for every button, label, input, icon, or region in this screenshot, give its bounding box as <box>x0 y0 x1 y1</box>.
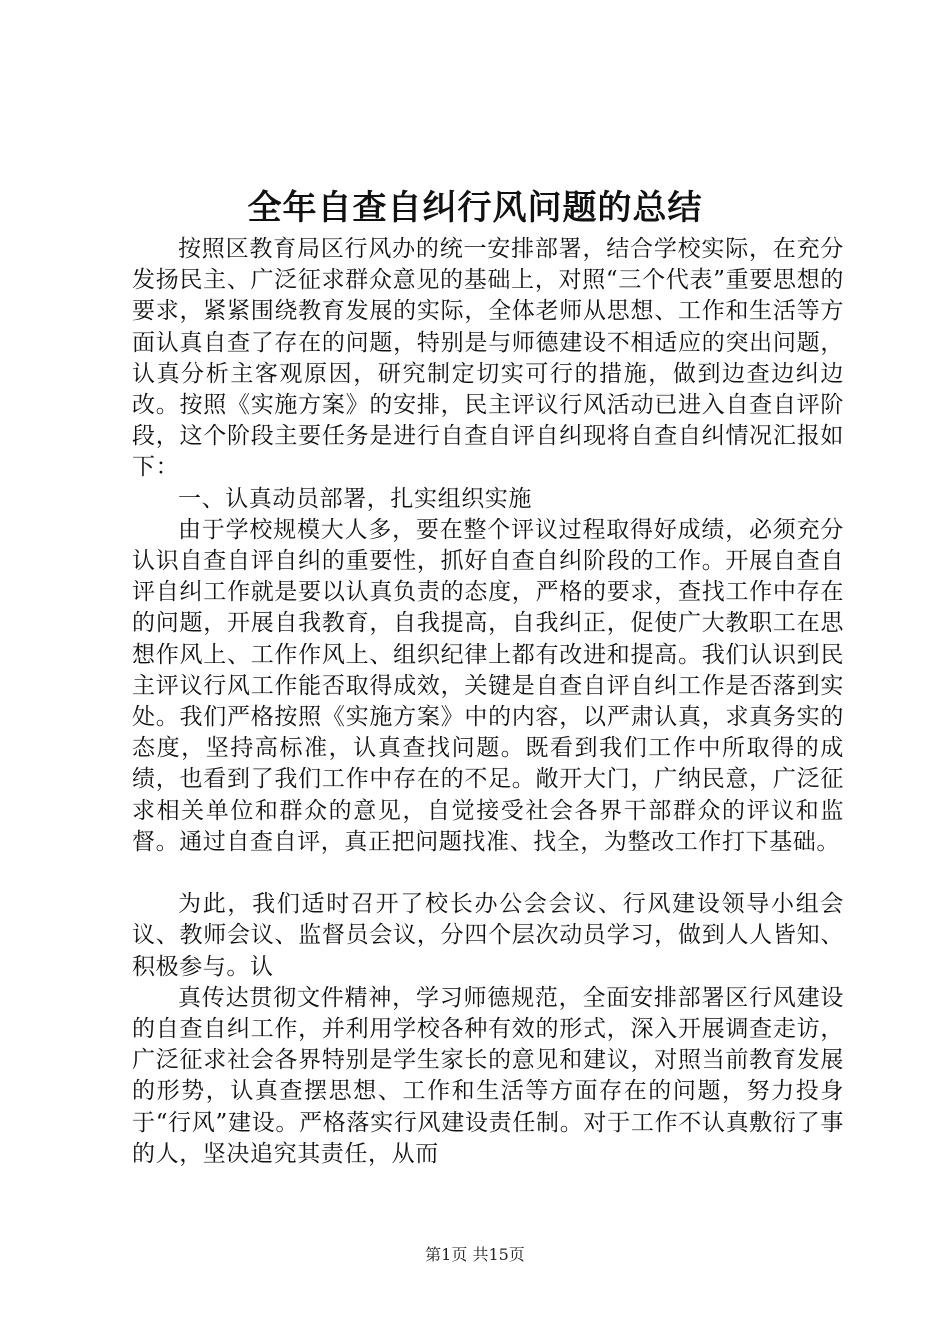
document-body <box>132 234 844 1170</box>
paragraph-section-1: 由于学校规模大人多，要在整个评议过程取得好成绩，必须充分认识自查自评自纠的重要性，抓好自查自纠阶段的工作。开展自查自评自纠工作就是要以认真负责的态度，严格的要求，查找工作中存在的问题，开展自我教育，自我提高，自我纠正，促使广大教职工在思想作风上、工作作风上、组织纪律上都有改进和提高。我们认识到民主评议行风工作能否取得成效，关键是自查自评自纠工作是否落到实处。我们严格按照《实施方案》中的内容，以严肃认真，求真务实的态度，坚持高标准，认真查找问题。既看到我们工作中所取得的成绩，也看到了我们工作中存在的不足。敞开大门，广纳民意，广泛征求相关单位和群众的意见，自觉接受社会各界干部群众的评议和监督。通过自查自评，真正把问题找准、找全，为整改工作打下基础。 <box>132 516 844 855</box>
paragraph-intro: 按照区教育局区行风办的统一安排部署，结合学校实际，在充分发扬民主、广泛征求群众意见的基础上，对照“三个代表”重要思想的要求，紧紧围绕教育发展的实际，全体老师从思想、工作和生活等方面认真自查了存在的问题，特别是与师德建设不相适应的突出问题，认真分析主客观原因，研究制定切实可行的措施，做到边查边纠边改。按照《实施方案》的安排，民主评议行风活动已进入自查自评阶段，这个阶段主要任务是进行自查自评自纠现将自查自纠情况汇报如下： <box>132 236 844 481</box>
section-heading-1: 一、认真动员部署，扎实组织实施 <box>178 485 532 512</box>
page-number: 第1页 共15页 <box>425 1245 525 1264</box>
paragraph-implementation: 真传达贯彻文件精神，学习师德规范，全面安排部署区行风建设的自查自纠工作，并利用学校各种有效的形式，深入开展调查走访，广泛征求社会各界特别是学生家长的意见和建议，对照当前教育发展的形势，认真查摆思想、工作和生活等方面存在的问题，努力投身于“行风”建设。严格落实行风建设责任制。对于工作不认真敷衍了事的人，坚决追究其责任，从而 <box>132 984 844 1167</box>
paragraph-meetings: 为此，我们适时召开了校长办公会会议、行风建设领导小组会议、教师会议、监督员会议，分四个层次动员学习，做到人人皆知、积极参与。认 <box>132 891 844 980</box>
document-title: 全年自查自纠行风问题的总结 <box>247 188 703 228</box>
